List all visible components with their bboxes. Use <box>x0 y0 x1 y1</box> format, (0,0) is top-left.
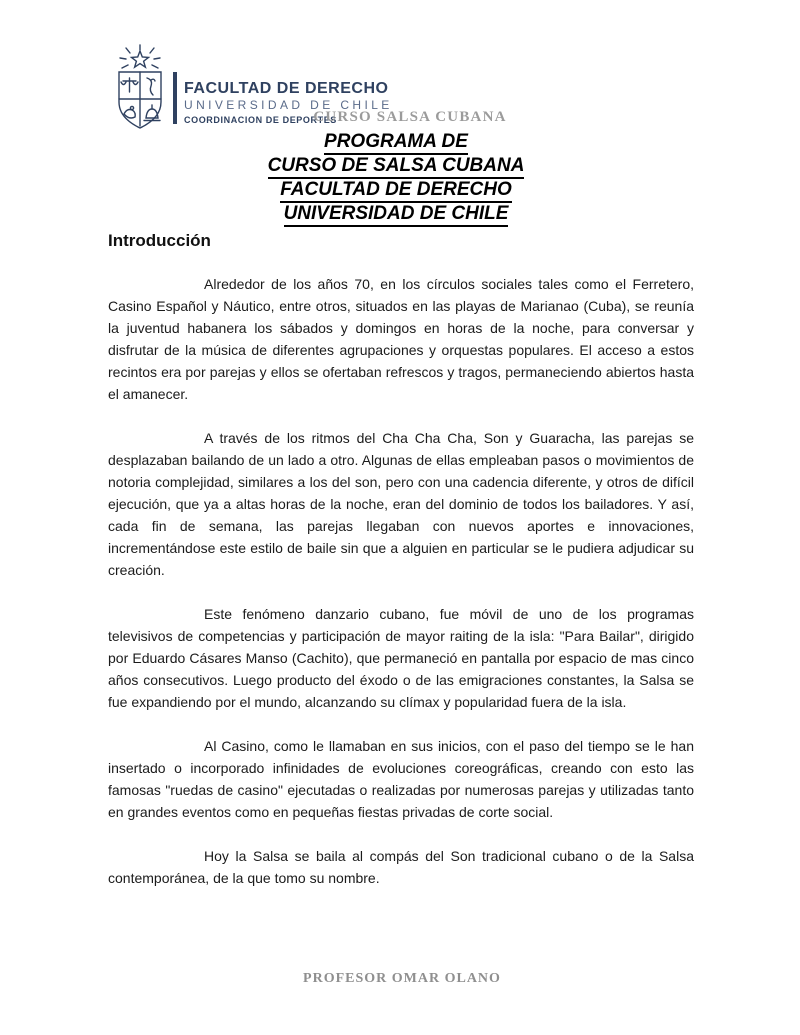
logo-coordination-name: COORDINACION DE DEPORTES <box>184 115 337 125</box>
title-line: FACULTAD DE DERECHO <box>0 179 792 201</box>
paragraph-5: Hoy la Salsa se baila al compás del Son tradicional cubano o de la Salsa contemporánea, de la que tomo su nombre. <box>108 848 694 886</box>
logo-faculty-name: FACULTAD DE DERECHO <box>184 80 389 97</box>
paragraph-2: A través de los ritmos del Cha Cha Cha, Son y Guaracha, las parejas se desplazaban bailando de un lado a otro. Algunas de ellas empleaban pasos o movimientos de notoria complejidad, similares a los del son, pero con una cadencia diferente, y otros de difícil ejecución, que ya a altas horas de la noche, eran del dominio de todos los bailadores. Y así, cada fin de semana, las parejas llegaban con nuevos aportes e innovaciones, incrementándose este estilo de baile sin que a alguien en particular se le pudiera adjudicar su creación. <box>108 430 694 578</box>
section-heading-introduccion: Introducción <box>108 231 211 250</box>
document-title <box>0 131 792 227</box>
paragraph-4: Al Casino, como le llamaban en sus inicios, con el paso del tiempo se le han insertado o incorporado infinidades de evoluciones coreográficas, creando con esto las famosas "ruedas de casino" ejecutadas o realizadas por numerosas parejas y utilizadas tanto en grandes eventos como en pequeñas fiestas privadas de corte social. <box>108 738 694 820</box>
footer-author: PROFESOR OMAR OLANO <box>303 971 501 986</box>
logo-university-name: UNIVERSIDAD DE CHILE <box>184 98 393 112</box>
course-header-label: CURSO SALSA CUBANA <box>313 109 507 125</box>
paragraph-3: Este fenómeno danzario cubano, fue móvil de uno de los programas televisivos de competencias y participación de mayor raiting de la isla: "Para Bailar", dirigido por Eduardo Cásares Manso (Cachito), que permaneció en pantalla por espacio de mas cinco años consecutivos. Luego producto del éxodo o de las emigraciones constantes, la Salsa se fue expandiendo por el mundo, alcanzando su clímax y popularidad fuera de la isla. <box>108 606 694 710</box>
title-line: UNIVERSIDAD DE CHILE <box>0 203 792 225</box>
paragraph-1: Alrededor de los años 70, en los círculos sociales tales como el Ferretero, Casino Español y Náutico, entre otros, situados en las playas de Marianao (Cuba), se reunía la juventud habanera los sábados y domingos en horas de la noche, para conversar y disfrutar de la música de diferentes agrupaciones y orquestas populares. El acceso a estos recintos era por parejas y ellos se ofertaban refrescos y tragos, permaneciendo abiertos hasta el amanecer. <box>108 276 694 402</box>
title-line: CURSO DE SALSA CUBANA <box>0 155 792 177</box>
title-line: PROGRAMA DE <box>0 131 792 153</box>
document-body <box>108 231 694 911</box>
